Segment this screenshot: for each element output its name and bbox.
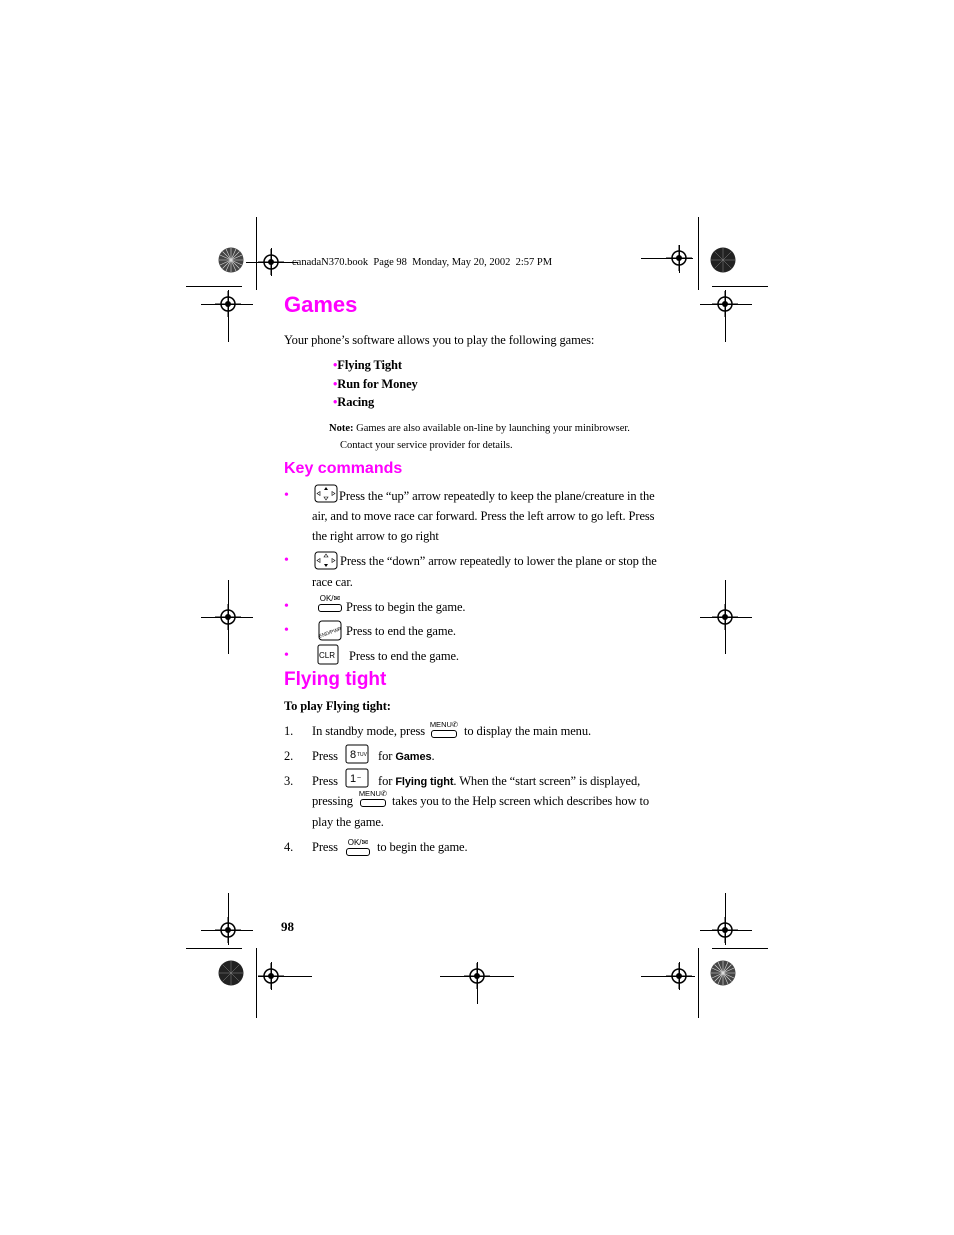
svg-text:END/PWR: END/PWR xyxy=(318,626,342,640)
list-item: •Flying Tight xyxy=(333,358,402,372)
crop-line xyxy=(698,217,699,290)
starburst-mark-icon xyxy=(710,960,736,986)
step-number: 2. xyxy=(284,749,294,763)
page-number: 98 xyxy=(281,919,294,934)
clr-key-icon xyxy=(317,644,339,665)
step2-text-2: for Games. xyxy=(378,749,435,763)
svg-text:~: ~ xyxy=(357,775,362,782)
starburst-mark-icon xyxy=(218,960,244,986)
intro-text: Your phone’s software allows you to play the following games: xyxy=(284,333,595,347)
crop-line xyxy=(256,948,257,1018)
note-text-2: Contact your service provider for details. xyxy=(340,440,513,451)
clr-key-text: Press to end the game. xyxy=(349,649,459,663)
svg-text:TUV: TUV xyxy=(357,752,367,758)
key-1-icon xyxy=(345,768,369,788)
note-label: Note: xyxy=(329,423,354,434)
down-key-text: Press the “down” arrow repeatedly to lower the plane or stop the xyxy=(340,554,657,568)
step1-text: In standby mode, press xyxy=(312,724,426,738)
down-key-text-2: race car. xyxy=(312,575,353,589)
games-list xyxy=(333,355,418,412)
up-key-text: Press the “up” arrow repeatedly to keep the plane/creature in the xyxy=(339,489,655,503)
nav-key-up-icon xyxy=(314,484,338,503)
crop-line xyxy=(712,948,768,949)
list-item: •Racing xyxy=(333,395,375,409)
step3-text-5: play the game. xyxy=(312,815,384,829)
end-key-text: Press to end the game. xyxy=(346,624,456,638)
crop-line xyxy=(186,948,242,949)
bullet: • xyxy=(284,553,289,568)
file-info-header: canadaN370.book Page 98 Monday, May 20, 2002 2:57 PM xyxy=(292,257,553,268)
registration-target-icon xyxy=(215,291,241,317)
up-key-text-2: air, and to move race car forward. Press the left arrow to go left. Press xyxy=(312,509,655,523)
page-title: Games xyxy=(284,292,358,317)
svg-text:CLR: CLR xyxy=(318,651,336,660)
key-commands-heading: Key commands xyxy=(284,460,403,477)
step-number: 4. xyxy=(284,840,294,854)
bullet: • xyxy=(284,599,289,614)
registration-target-icon xyxy=(215,917,241,943)
starburst-mark-icon xyxy=(710,247,736,273)
flying-tight-subheading: To play Flying tight: xyxy=(284,699,391,713)
registration-target-icon xyxy=(666,245,692,271)
crop-line xyxy=(256,217,257,290)
registration-target-icon xyxy=(712,604,738,630)
step2-text: Press xyxy=(312,749,338,763)
note-block xyxy=(329,420,630,454)
menu-key-icon: MENU✆ xyxy=(358,789,388,807)
crop-line xyxy=(698,948,699,1018)
list-item: •Run for Money xyxy=(333,377,418,391)
games-menu-label: Games xyxy=(395,751,432,763)
registration-target-icon xyxy=(666,963,692,989)
up-key-text-3: the right arrow to go right xyxy=(312,529,439,543)
ok-key-text: Press to begin the game. xyxy=(346,600,466,614)
step-number: 1. xyxy=(284,724,294,738)
step3-text-3: pressing xyxy=(312,794,353,808)
registration-target-icon xyxy=(258,249,284,275)
step4-text-2: to begin the game. xyxy=(377,840,468,854)
nav-key-down-icon xyxy=(314,551,338,570)
bullet: • xyxy=(284,623,289,638)
step4-text: Press xyxy=(312,840,338,854)
flying-tight-menu-label: Flying tight xyxy=(395,776,454,788)
crop-line xyxy=(186,286,242,287)
svg-text:8: 8 xyxy=(350,749,357,761)
step3-text: Press xyxy=(312,774,338,788)
svg-text:1: 1 xyxy=(350,773,357,785)
flying-tight-heading: Flying tight xyxy=(284,669,387,690)
registration-target-icon xyxy=(215,604,241,630)
ok-key-icon: OK/✉ xyxy=(317,594,343,612)
step-number: 3. xyxy=(284,774,294,788)
registration-target-icon xyxy=(712,917,738,943)
key-8-icon xyxy=(345,744,369,764)
registration-target-icon xyxy=(258,963,284,989)
bullet: • xyxy=(284,648,289,663)
note-text: Games are also available on-line by launching your minibrowser. xyxy=(356,423,630,434)
starburst-mark-icon xyxy=(218,247,244,273)
registration-target-icon xyxy=(464,963,490,989)
crop-line xyxy=(712,286,768,287)
step1-text-2: to display the main menu. xyxy=(464,724,591,738)
step3-text-2: for Flying tight. When the “start screen” is displayed, xyxy=(378,774,641,788)
end-key-icon xyxy=(318,620,342,641)
step3-text-4: takes you to the Help screen which describes how to xyxy=(392,794,649,808)
ok-key-icon: OK/✉ xyxy=(344,838,372,856)
bullet: • xyxy=(284,488,289,503)
menu-key-icon: MENU✆ xyxy=(429,720,459,738)
registration-target-icon xyxy=(712,291,738,317)
